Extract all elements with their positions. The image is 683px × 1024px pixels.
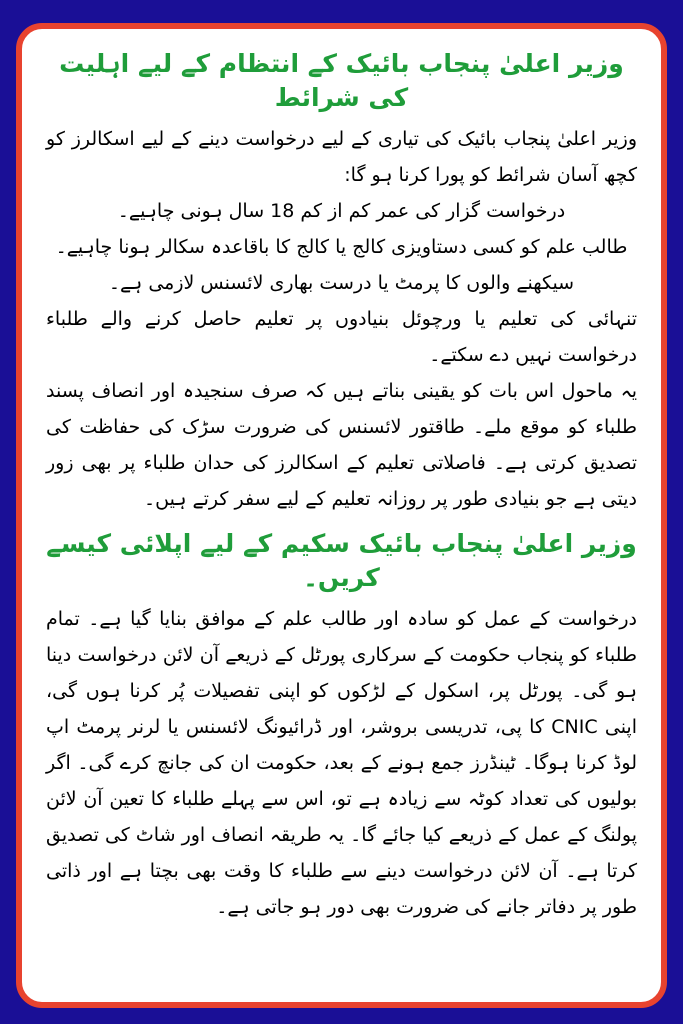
apply-body: درخواست کے عمل کو سادہ اور طالب علم کے موافق بنایا گیا ہے۔ تمام طلباء کو پنجاب حکومت کے سرکاری پورٹل کے ذریعے آن لائن درخواست دینا ہو گی۔ پورٹل پر، اسکول کے لڑکوں کو اپنی تفصیلات پُر کرنا ہوں گی، اپنی CNIC کا پی، تدریسی بروشر، اور ڈرائیونگ لائسنس یا لرنر پرمٹ اپ لوڈ کرنا ہوگا۔ ٹینڈرز جمع ہونے کے بعد، حکومت ان کی جانچ کرے گی۔ اگر بولیوں کی تعداد کوٹہ سے زیادہ ہے تو، اس سے پہلے طلباء کا تعین آن لائن پولنگ کے عمل کے ذریعے کیا جائے گا۔ یہ طریقہ انصاف اور شاٹ کی تصدیق کرتا ہے۔ آن لائن درخواست دینے سے طلباء کا وقت بھی بچتا ہے اور ذاتی طور پر دفاتر جانے کی ضرورت بھی دور ہو جاتی ہے۔ [46,608,637,918]
condition-age: درخواست گزار کی عمر کم از کم 18 سال ہونی چاہیے۔ [117,200,566,222]
eligibility-intro: وزیر اعلیٰ پنجاب بائیک کی تیاری کے لیے درخواست دینے کے لیے اسکالرز کو کچھ آسان شرائط کو پورا کرنا ہو گا: [46,128,637,186]
condition-distance-learning: تنہائی کی تعلیم یا ورچوئل بنیادوں پر تعلیم حاصل کرنے والے طلباء درخواست نہیں دے سکتے۔ [46,308,637,366]
condition-license: سیکھنے والوں کا پرمٹ یا درست بھاری لائسنس لازمی ہے۔ [108,272,575,294]
eligibility-heading: وزیر اعلیٰ پنجاب بائیک کے انتظام کے لیے اہلیت کی شرائط [59,49,624,112]
content-card [16,23,667,1008]
eligibility-closing: یہ ماحول اس بات کو یقینی بناتے ہیں کہ صرف سنجیدہ اور انصاف پسند طلباء کو موقع ملے۔ طاقتور لائسنس کی ضرورت سڑک کی حفاظت کی تصدیق کرتی ہے۔ فاصلاتی تعلیم کے اسکالرز کی حدان طلباء پر بھی زور دیتی ہے جو بنیادی طور پر روزانہ تعلیم کے لیے سفر کرتے ہیں۔ [46,380,637,510]
apply-heading: وزیر اعلیٰ پنجاب بائیک سکیم کے لیے اپلائی کیسے کریں۔ [46,529,637,592]
condition-student: طالب علم کو کسی دستاویزی کالج یا کالج کا باقاعدہ سکالر ہونا چاہیے۔ [55,236,628,258]
